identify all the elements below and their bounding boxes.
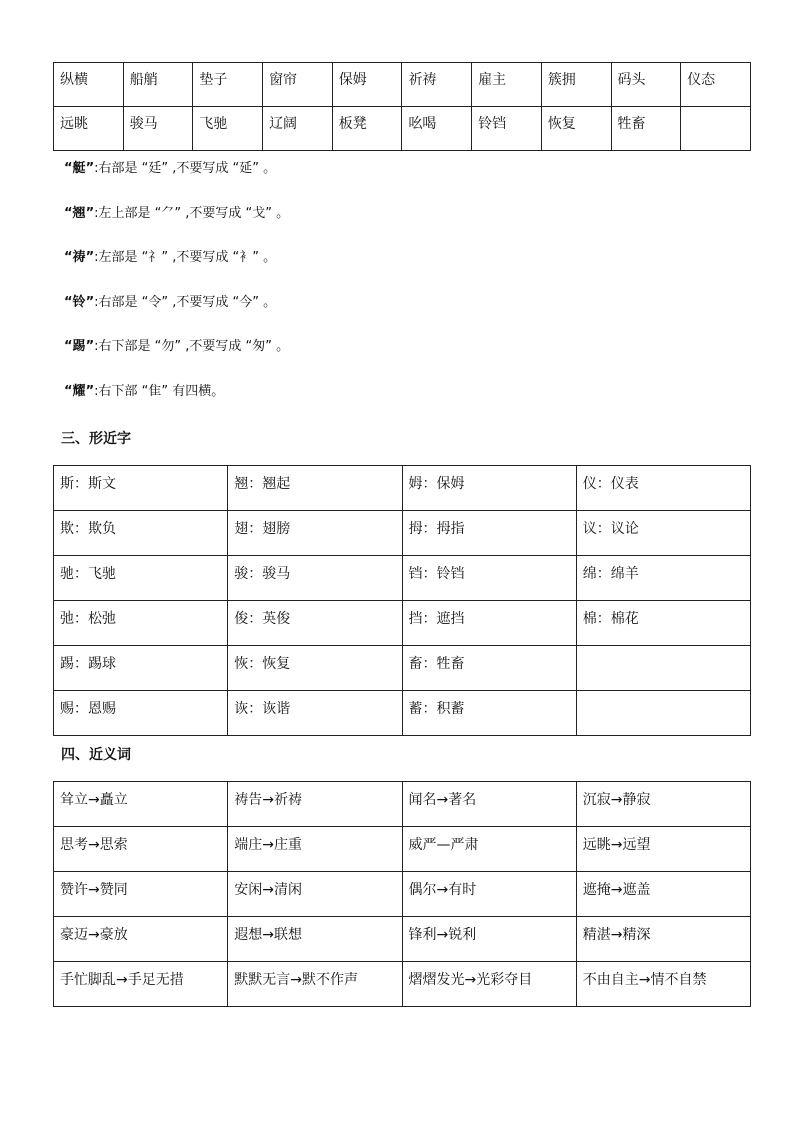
synonym-cell: 手忙脚乱→手足无措 <box>54 962 228 1007</box>
synonym-cell: 遐想→联想 <box>228 917 402 962</box>
synonyms-table <box>53 781 751 1007</box>
similar-char-cell: 拇：拇指 <box>402 511 576 556</box>
writing-note <box>64 160 289 205</box>
word-cell: 祈祷 <box>402 63 472 107</box>
section-title-synonyms: 四、近义词 <box>61 747 131 763</box>
word-cell: 远眺 <box>54 107 124 151</box>
synonym-cell: 遮掩→遮盖 <box>576 872 750 917</box>
similar-char-cell: 赐：恩赐 <box>54 691 228 736</box>
writing-note <box>64 338 289 383</box>
synonym-cell: 祷告→祈祷 <box>228 782 402 827</box>
synonym-cell: 端庄→庄重 <box>228 827 402 872</box>
similar-chars-table <box>53 465 751 736</box>
word-cell <box>681 107 751 151</box>
word-cell: 垫子 <box>193 63 263 107</box>
word-cell: 窗帘 <box>263 63 333 107</box>
word-cell: 雇主 <box>472 63 542 107</box>
word-cell: 保姆 <box>332 63 402 107</box>
similar-char-cell: 议：议论 <box>576 511 750 556</box>
table-row <box>54 107 751 151</box>
similar-char-cell: 畜：牲畜 <box>402 646 576 691</box>
synonym-cell: 威严—严肃 <box>402 827 576 872</box>
table-row <box>54 962 751 1007</box>
synonym-cell: 默默无言→默不作声 <box>228 962 402 1007</box>
table-row <box>54 466 751 511</box>
table-row <box>54 556 751 601</box>
word-cell: 恢复 <box>541 107 611 151</box>
table-row <box>54 646 751 691</box>
similar-char-cell: 俊：英俊 <box>228 601 402 646</box>
synonym-cell: 不由自主→情不自禁 <box>576 962 750 1007</box>
word-cell: 船艄 <box>123 63 193 107</box>
word-cell: 码头 <box>611 63 681 107</box>
similar-char-cell: 绵：绵羊 <box>576 556 750 601</box>
word-cell: 辽阔 <box>263 107 333 151</box>
word-cell: 骏马 <box>123 107 193 151</box>
word-cell: 簇拥 <box>541 63 611 107</box>
table-row <box>54 63 751 107</box>
word-cell: 纵横 <box>54 63 124 107</box>
synonym-cell: 思考→思索 <box>54 827 228 872</box>
table-row <box>54 782 751 827</box>
note-char: “耀” <box>64 383 95 399</box>
synonym-cell: 安闲→清闲 <box>228 872 402 917</box>
note-text: :右部是 “令” ,不要写成 “今” 。 <box>94 294 277 310</box>
synonym-cell: 赞许→赞同 <box>54 872 228 917</box>
writing-note <box>64 205 289 250</box>
writing-note <box>64 294 289 339</box>
synonym-cell: 锋利→锐利 <box>402 917 576 962</box>
note-text: :右下部是 “勿” ,不要写成 “匆” 。 <box>94 339 290 355</box>
table-row <box>54 827 751 872</box>
similar-char-cell: 仪：仪表 <box>576 466 750 511</box>
similar-char-cell: 诙：诙谐 <box>228 691 402 736</box>
similar-char-cell: 弛：松弛 <box>54 601 228 646</box>
similar-char-cell: 翘：翘起 <box>228 466 402 511</box>
note-char: “铃” <box>64 294 95 310</box>
word-cell: 飞驰 <box>193 107 263 151</box>
words-table <box>53 62 751 151</box>
similar-char-cell: 蓄：积蓄 <box>402 691 576 736</box>
note-char: “艇” <box>64 161 95 176</box>
similar-char-cell: 翅：翅膀 <box>228 511 402 556</box>
similar-char-cell: 斯：斯文 <box>54 466 228 511</box>
note-char: “翘” <box>64 205 95 221</box>
writing-notes <box>64 160 289 428</box>
synonym-cell: 远眺→远望 <box>576 827 750 872</box>
word-cell: 铃铛 <box>472 107 542 151</box>
word-cell: 牲畜 <box>611 107 681 151</box>
similar-char-cell: 恢：恢复 <box>228 646 402 691</box>
word-cell: 吆喝 <box>402 107 472 151</box>
note-char: “祷” <box>64 250 95 266</box>
word-cell: 板凳 <box>332 107 402 151</box>
similar-char-cell <box>576 691 750 736</box>
table-row <box>54 511 751 556</box>
table-row <box>54 917 751 962</box>
table-row <box>54 872 751 917</box>
writing-note <box>64 383 289 428</box>
note-text: :右部是 “廷” ,不要写成 “延” 。 <box>94 161 277 176</box>
similar-char-cell: 铛：铃铛 <box>402 556 576 601</box>
word-cell: 仪态 <box>681 63 751 107</box>
writing-note <box>64 249 289 294</box>
synonym-cell: 闻名→著名 <box>402 782 576 827</box>
table-row <box>54 691 751 736</box>
section-title-similar-chars: 三、形近字 <box>61 431 131 447</box>
synonym-cell: 耸立→矗立 <box>54 782 228 827</box>
similar-char-cell: 驰：飞驰 <box>54 556 228 601</box>
similar-char-cell: 姆：保姆 <box>402 466 576 511</box>
similar-char-cell: 踢：踢球 <box>54 646 228 691</box>
similar-char-cell <box>576 646 750 691</box>
similar-char-cell: 欺：欺负 <box>54 511 228 556</box>
note-char: “踢” <box>64 339 95 355</box>
synonym-cell: 豪迈→豪放 <box>54 917 228 962</box>
similar-char-cell: 挡：遮挡 <box>402 601 576 646</box>
synonym-cell: 精湛→精深 <box>576 917 750 962</box>
note-text: :左上部是 “⺈” ,不要写成 “戈” 。 <box>94 205 290 221</box>
synonym-cell: 偶尔→有时 <box>402 872 576 917</box>
note-text: :右下部 “隹” 有四横。 <box>94 383 225 399</box>
note-text: :左部是 “礻” ,不要写成 “衤” 。 <box>94 250 277 266</box>
synonym-cell: 熠熠发光→光彩夺目 <box>402 962 576 1007</box>
similar-char-cell: 骏：骏马 <box>228 556 402 601</box>
synonym-cell: 沉寂→静寂 <box>576 782 750 827</box>
table-row <box>54 601 751 646</box>
similar-char-cell: 棉：棉花 <box>576 601 750 646</box>
